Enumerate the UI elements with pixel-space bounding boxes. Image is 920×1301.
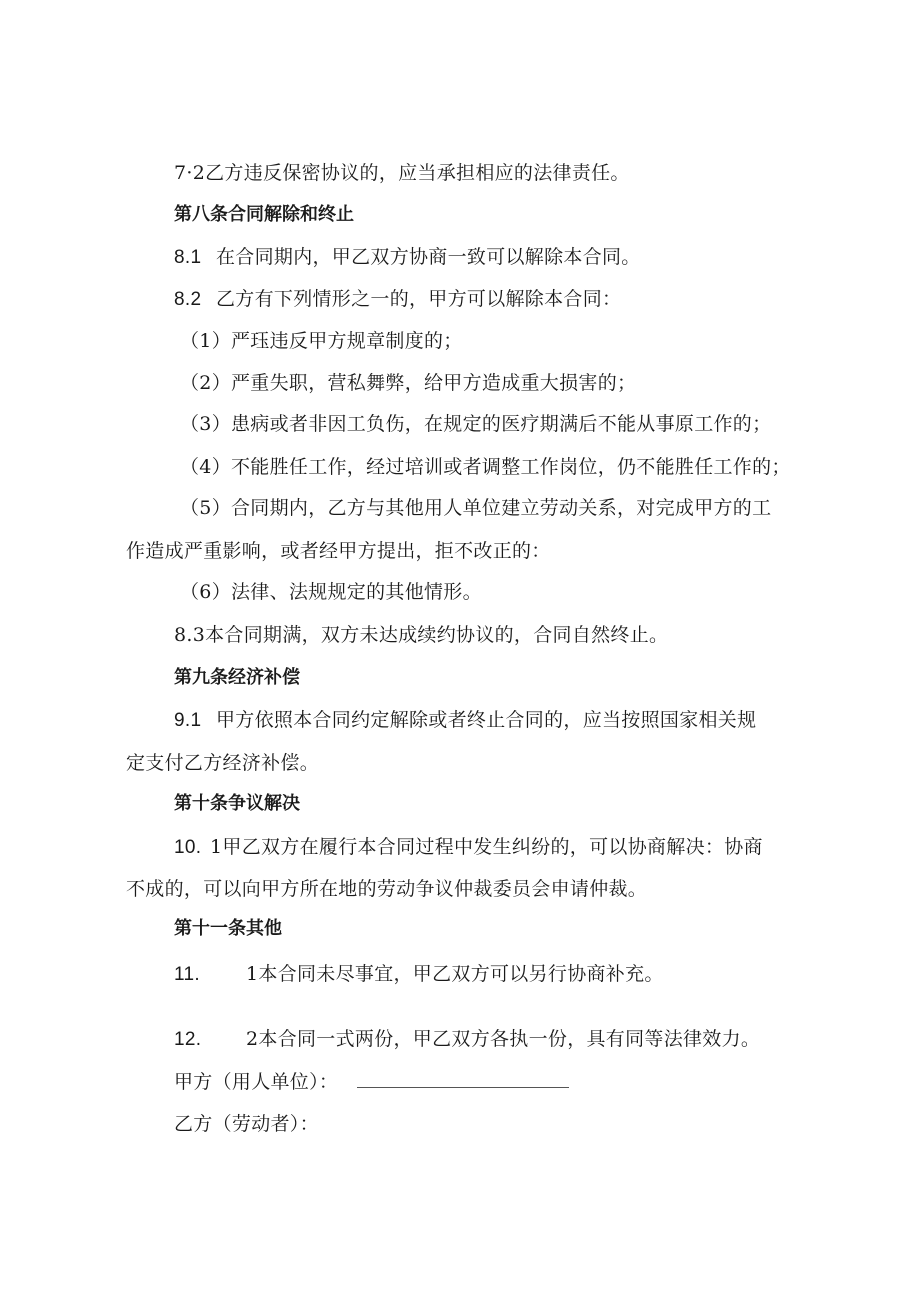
list-item: （5）合同期内，乙方与其他用人单位建立劳动关系，对完成甲方的工 bbox=[180, 497, 772, 519]
list-item: （3）患病或者非因工负伤，在规定的医疗期满后不能从事原工作的； bbox=[180, 413, 772, 435]
article-9-heading: 第九条经济补偿 bbox=[174, 667, 300, 688]
clause-text: 2本合同一式两份，甲乙双方各执一份，具有同等法律效力。 bbox=[246, 1028, 761, 1050]
list-item-continuation: 作造成严重影响，或者经甲方提出，拒不改正的： bbox=[126, 540, 551, 562]
clause-10-1 bbox=[174, 835, 763, 860]
clause-12 bbox=[174, 1027, 760, 1052]
clause-number: 11. bbox=[174, 964, 200, 985]
article-8-heading: 第八条合同解除和终止 bbox=[174, 204, 354, 225]
clause-text: 乙方有下列情形之一的，甲方可以解除本合同： bbox=[216, 288, 622, 310]
party-a-signature-line bbox=[357, 1087, 569, 1088]
clause-11-1 bbox=[174, 962, 664, 987]
clause-10-1-continuation: 不成的，可以向甲方所在地的劳动争议仲裁委员会申请仲裁。 bbox=[126, 878, 648, 900]
clause-8-1 bbox=[174, 245, 641, 270]
article-10-heading: 第十条争议解决 bbox=[174, 793, 300, 814]
clause-text: 1甲乙双方在履行本合同过程中发生纠纷的，可以协商解决：协商 bbox=[210, 836, 763, 858]
clause-text: 1本合同未尽事宜，甲乙双方可以另行协商补充。 bbox=[246, 963, 664, 985]
list-item: （4）不能胜任工作，经过培训或者调整工作岗位，仍不能胜任工作的； bbox=[180, 456, 791, 478]
list-item: （6）法律、法规规定的其他情形。 bbox=[180, 581, 482, 603]
clause-number: 8.1 bbox=[174, 247, 202, 268]
list-item: （1）严珏违反甲方规章制度的； bbox=[180, 330, 463, 352]
clause-9-1-continuation: 定支付乙方经济补偿。 bbox=[126, 752, 320, 774]
clause-text: 在合同期内，甲乙双方协商一致可以解除本合同。 bbox=[216, 246, 641, 268]
clause-number: 9.1 bbox=[174, 710, 202, 731]
clause-number: 10. bbox=[174, 837, 202, 858]
clause-number: 8.2 bbox=[174, 289, 202, 310]
article-11-heading: 第十一条其他 bbox=[174, 918, 282, 939]
list-item: （2）严重失职，营私舞弊，给甲方造成重大损害的； bbox=[180, 372, 637, 394]
clause-9-1 bbox=[174, 708, 756, 733]
clause-8-2 bbox=[174, 287, 621, 312]
party-a-label: 甲方（用人单位）： bbox=[174, 1071, 339, 1093]
party-b-label: 乙方（劳动者）： bbox=[174, 1113, 319, 1135]
clause-number: 12. bbox=[174, 1029, 202, 1050]
clause-8-3: 8.3本合同期满，双方未达成续约协议的，合同自然终止。 bbox=[174, 624, 669, 646]
clause-7-2: 7·2乙方违反保密协议的，应当承担相应的法律责任。 bbox=[174, 162, 630, 184]
clause-text: 甲方依照本合同约定解除或者终止合同的，应当按照国家相关规 bbox=[216, 709, 757, 731]
